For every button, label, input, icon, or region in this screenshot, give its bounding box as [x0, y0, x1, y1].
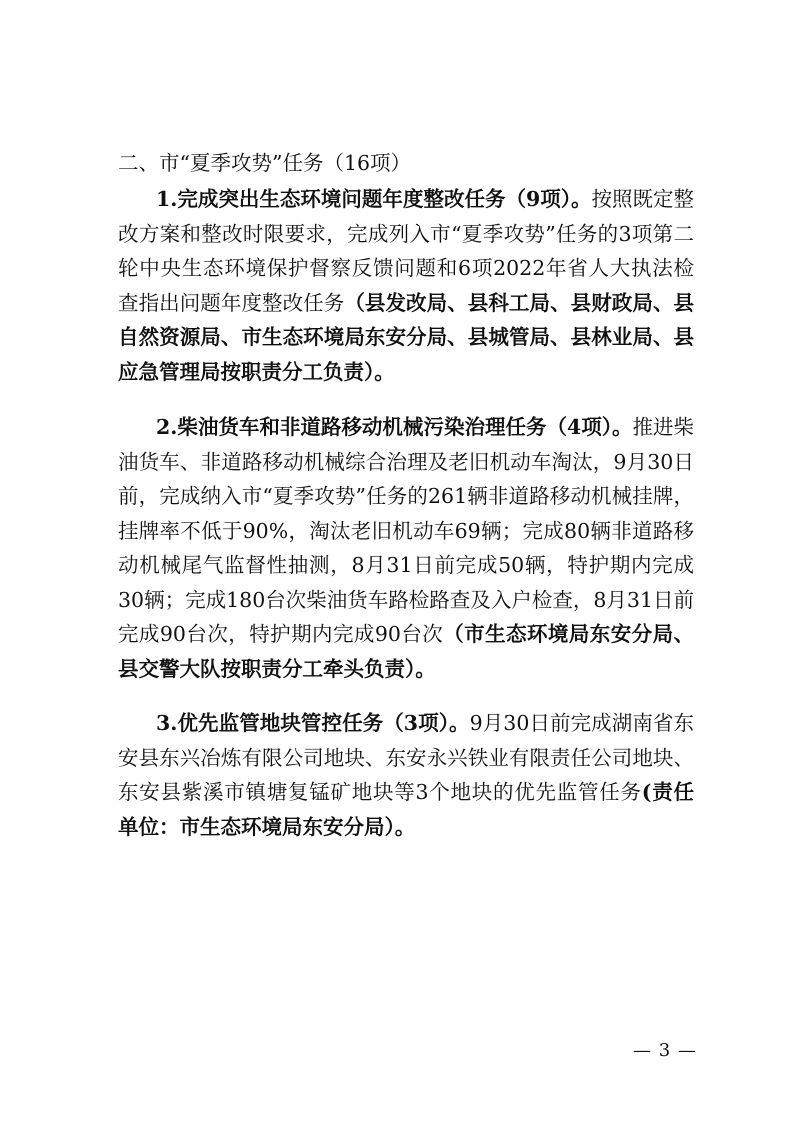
task-responsible-2: （市生态环境局东安分局、县交警大队按职责分工牵头负责）。 — [118, 622, 695, 681]
task-item-3 — [118, 706, 694, 844]
task-responsible-3: (责任单位：市生态环境局东安分局）。 — [118, 780, 694, 839]
task-body-3: 9月30日前完成湖南省东安县东兴冶炼有限公司地块、东安永兴铁业有限责任公司地块、东安县紫溪市镇塘复锰矿地块等3个地块的优先监管任务 — [118, 711, 694, 804]
task-title-3: 3.优先监管地块管控任务（3项）。 — [156, 711, 470, 735]
task-body-1: 按照既定整改方案和整改时限要求，完成列入市“夏季攻势”任务的3项第二轮中央生态环境保护督察反馈问题和6项2022年省人大执法检查指出问题年度整改任务 — [118, 187, 694, 315]
task-title-2: 2.柴油货车和非道路移动机械污染治理任务（4项）。 — [156, 415, 633, 439]
task-item-2 — [118, 410, 694, 686]
section-heading: 二、市“夏季攻势”任务（16项） — [118, 151, 412, 175]
page-number: — 3 — — [633, 1040, 697, 1061]
task-item-1 — [118, 182, 694, 389]
task-responsible-1: （县发改局、县科工局、县财政局、县自然资源局、市生态环境局东安分局、县城管局、县林业局、县应急管理局按职责分工负责）。 — [118, 290, 695, 384]
task-title-1: 1.完成突出生态环境问题年度整改任务（9项）。 — [156, 187, 592, 211]
task-body-2: 推进柴油货车、非道路移动机械综合治理及老旧机动车淘汰，9月30日前，完成纳入市“夏季攻势”任务的261辆非道路移动机械挂牌，挂牌率不低于90%，淘汰老旧机动车69辆；完成80辆非道路移动机械尾气监督性抽测，8月31日前完成50辆，特护期内完成30辆；完成180台次柴油货车路检路查及入户检查，8月31日前完成90台次，特护期内完成90台次 — [118, 415, 695, 646]
